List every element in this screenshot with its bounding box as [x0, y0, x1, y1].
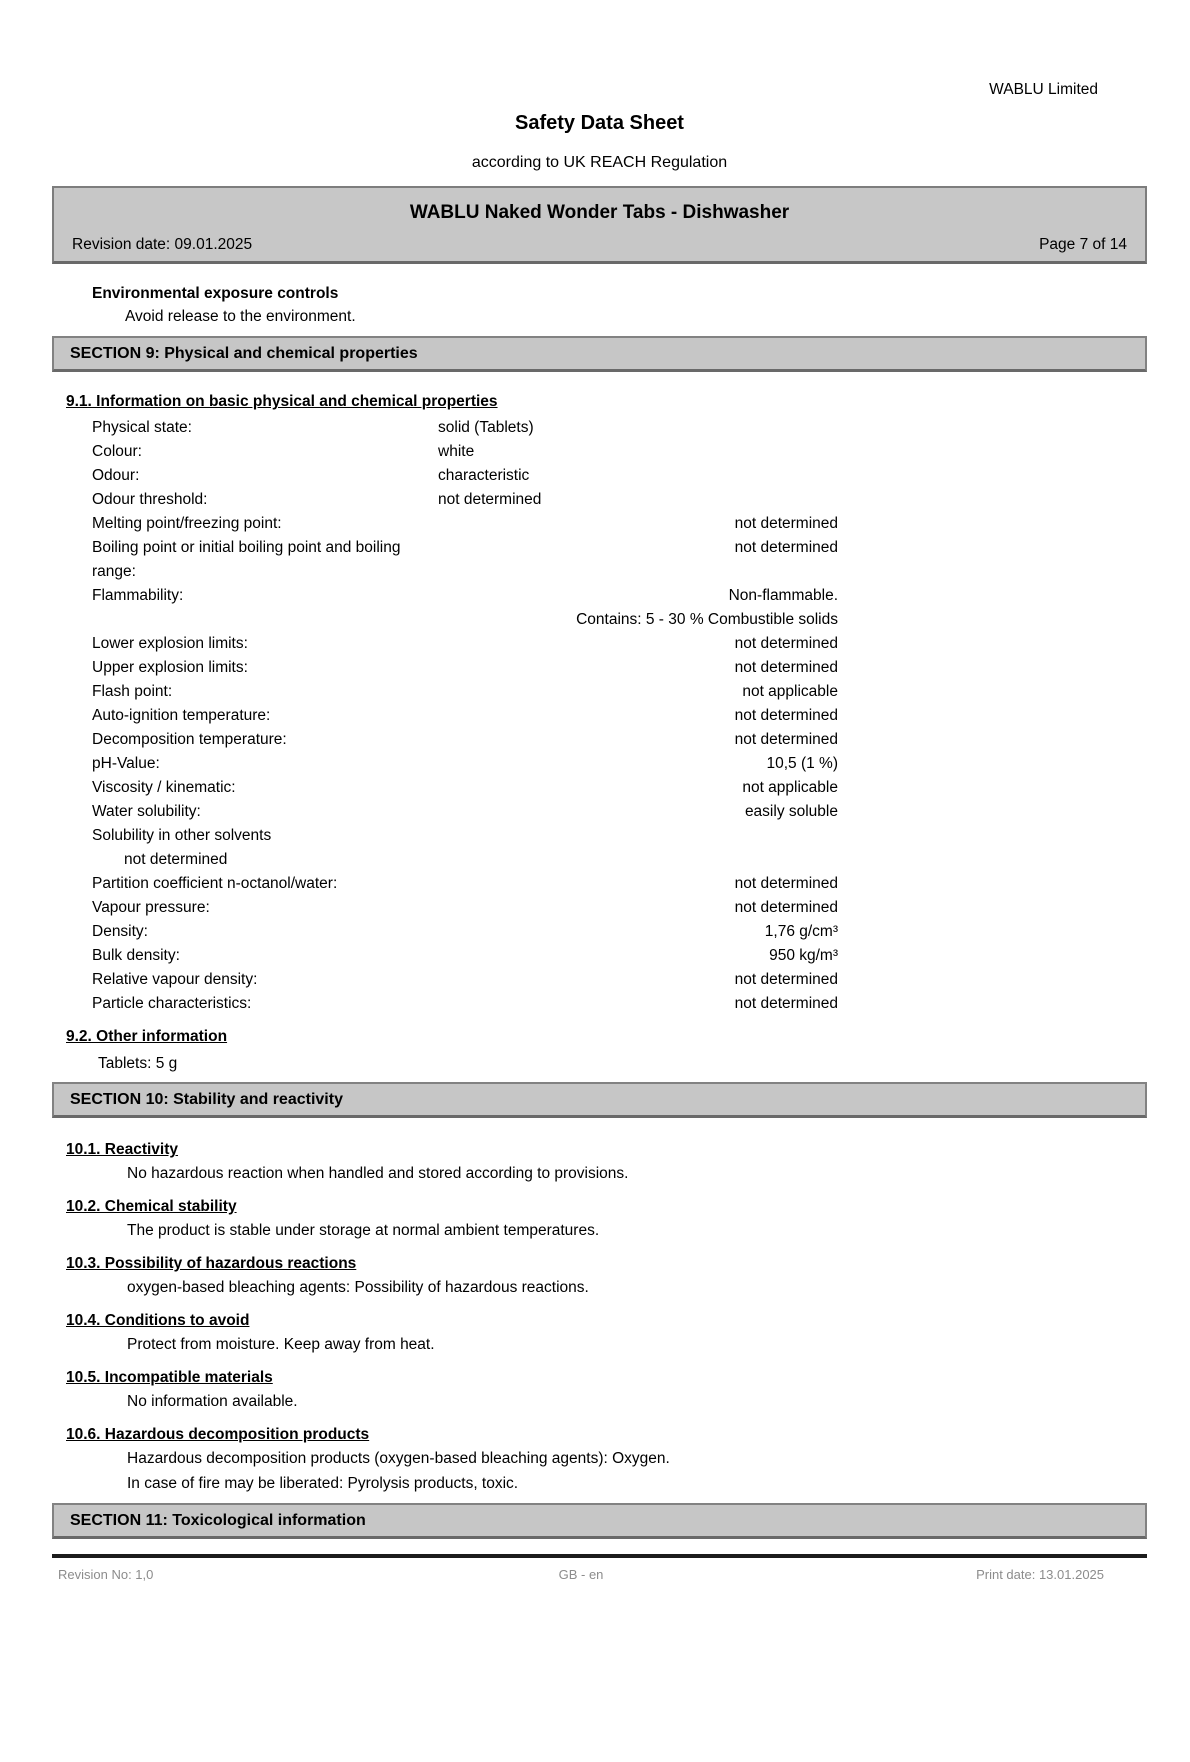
property-label: Boiling point or initial boiling point and boiling range: — [92, 539, 401, 580]
property-label: Flammability: — [92, 587, 184, 604]
property-row — [92, 584, 838, 608]
property-value: 950 kg/m³ — [769, 947, 838, 964]
physical-properties-list — [52, 416, 1147, 1016]
property-label: Colour: — [92, 443, 142, 460]
page-number: Page 7 of 14 — [1039, 236, 1127, 253]
property-row — [92, 824, 838, 848]
property-row — [92, 872, 838, 896]
subsection-text: In case of fire may be liberated: Pyrolysis products, toxic. — [127, 1475, 519, 1492]
property-row — [92, 848, 838, 872]
property-row — [92, 704, 838, 728]
subsection — [52, 1368, 1147, 1413]
property-row — [92, 656, 838, 680]
property-value: not determined — [734, 995, 838, 1012]
property-value: not determined — [734, 899, 838, 916]
property-row — [92, 776, 838, 800]
property-label: pH-Value: — [92, 755, 160, 772]
property-row — [92, 800, 838, 824]
property-value: not determined — [734, 539, 838, 556]
doc-subtitle: according to UK REACH Regulation — [471, 154, 728, 171]
property-value: 1,76 g/cm³ — [764, 923, 838, 940]
property-value: not determined — [734, 635, 838, 652]
property-value: not determined — [734, 707, 838, 724]
section9-bar: SECTION 9: Physical and chemical properties — [52, 336, 1147, 372]
property-row — [92, 416, 838, 440]
property-value: not applicable — [742, 779, 838, 796]
property-value: Non-flammable. — [728, 587, 838, 604]
footer-revision-no: Revision No: 1,0 — [58, 1567, 154, 1582]
subsection-text: Hazardous decomposition products (oxygen-based bleaching agents): Oxygen. — [127, 1450, 670, 1467]
property-value: easily soluble — [744, 803, 838, 820]
property-value: not determined — [734, 875, 838, 892]
environmental-exposure-heading: Environmental exposure controls — [92, 285, 339, 302]
property-row — [92, 488, 838, 512]
property-row — [92, 680, 838, 704]
page-footer — [52, 1567, 1147, 1583]
property-label: Vapour pressure: — [92, 899, 210, 916]
subsection — [52, 1140, 1147, 1185]
section11-bar: SECTION 11: Toxicological information — [52, 1503, 1147, 1539]
property-label: Physical state: — [92, 419, 192, 436]
environmental-exposure-text: Avoid release to the environment. — [125, 308, 356, 325]
property-row — [92, 968, 838, 992]
property-value: not determined — [438, 491, 542, 508]
subsection — [52, 1425, 1147, 1495]
revision-date: Revision date: 09.01.2025 — [72, 236, 253, 253]
property-label: Odour: — [92, 467, 140, 484]
property-row — [92, 944, 838, 968]
property-value: not determined — [734, 659, 838, 676]
property-row — [92, 896, 838, 920]
footer-divider — [52, 1554, 1147, 1558]
property-label: Auto-ignition temperature: — [92, 707, 271, 724]
subsection-text: No hazardous reaction when handled and stored according to provisions. — [127, 1165, 629, 1182]
subsection-text: Protect from moisture. Keep away from heat. — [127, 1336, 435, 1353]
subsection-heading: 10.4. Conditions to avoid — [66, 1312, 250, 1329]
property-label: Viscosity / kinematic: — [92, 779, 236, 796]
property-row — [92, 464, 838, 488]
subsection-text: No information available. — [127, 1393, 298, 1410]
subsection-text: oxygen-based bleaching agents: Possibility of hazardous reactions. — [127, 1279, 589, 1296]
property-row — [92, 440, 838, 464]
property-row — [92, 992, 838, 1016]
subsection-heading: 10.5. Incompatible materials — [66, 1369, 273, 1386]
property-value: not determined — [734, 971, 838, 988]
subsection-heading: 10.1. Reactivity — [66, 1141, 179, 1158]
property-label: Relative vapour density: — [92, 971, 258, 988]
property-label: Bulk density: — [92, 947, 180, 964]
section9-2-heading: 9.2. Other information — [66, 1028, 228, 1045]
property-row — [92, 632, 838, 656]
subsection — [52, 1197, 1147, 1242]
property-value: not determined — [734, 515, 838, 532]
product-header-box — [52, 186, 1147, 264]
subsection-heading: 10.6. Hazardous decomposition products — [66, 1426, 370, 1443]
subsection-heading: 10.2. Chemical stability — [66, 1198, 237, 1215]
property-label: Partition coefficient n-octanol/water: — [92, 875, 338, 892]
subsection-text: The product is stable under storage at normal ambient temperatures. — [127, 1222, 600, 1239]
property-label: Decomposition temperature: — [92, 731, 287, 748]
property-row — [92, 608, 838, 632]
footer-language: GB - en — [558, 1567, 604, 1582]
property-label: Solubility in other solvents — [92, 827, 272, 844]
section10-subsections — [52, 1118, 1147, 1495]
property-label: not determined — [124, 851, 228, 868]
subsection — [52, 1311, 1147, 1356]
property-row — [92, 752, 838, 776]
section9-1-heading: 9.1. Information on basic physical and chemical properties — [66, 393, 498, 410]
property-row — [92, 536, 838, 584]
property-label: Water solubility: — [92, 803, 201, 820]
product-title: WABLU Naked Wonder Tabs - Dishwasher — [409, 202, 790, 223]
property-label: Odour threshold: — [92, 491, 208, 508]
company-name: WABLU Limited — [989, 81, 1098, 98]
property-value: Contains: 5 - 30 % Combustible solids — [576, 611, 838, 628]
other-information-text: Tablets: 5 g — [98, 1055, 178, 1072]
section10-bar: SECTION 10: Stability and reactivity — [52, 1082, 1147, 1118]
property-value: characteristic — [438, 467, 530, 484]
property-row — [92, 512, 838, 536]
property-value: not determined — [734, 731, 838, 748]
subsection — [52, 1254, 1147, 1299]
property-value: white — [438, 443, 475, 460]
property-value: not applicable — [742, 683, 838, 700]
property-label: Density: — [92, 923, 148, 940]
property-value: solid (Tablets) — [438, 419, 534, 436]
property-label: Flash point: — [92, 683, 173, 700]
footer-print-date: Print date: 13.01.2025 — [976, 1567, 1105, 1582]
property-label: Particle characteristics: — [92, 995, 252, 1012]
property-row — [92, 728, 838, 752]
page-title: Safety Data Sheet — [515, 112, 684, 134]
document-page — [52, 80, 1147, 1583]
subsection-heading: 10.3. Possibility of hazardous reactions — [66, 1255, 357, 1272]
property-value: 10,5 (1 %) — [766, 755, 838, 772]
property-label: Upper explosion limits: — [92, 659, 248, 676]
property-label: Lower explosion limits: — [92, 635, 248, 652]
property-label: Melting point/freezing point: — [92, 515, 282, 532]
property-row — [92, 920, 838, 944]
